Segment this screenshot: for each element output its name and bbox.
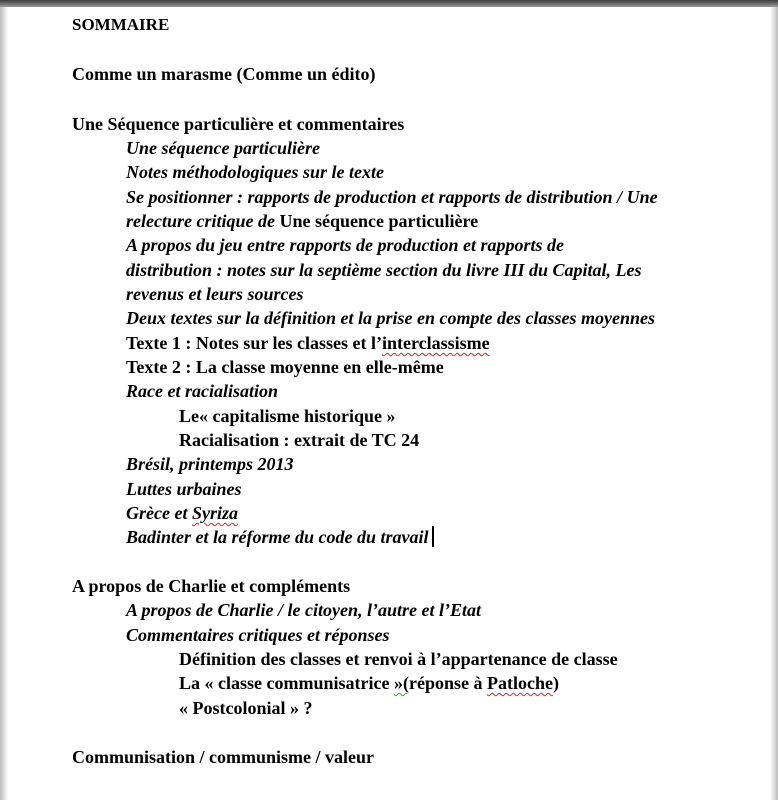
toc-subitem (179, 671, 559, 695)
toc-item: Texte 2 : La classe moyenne en elle-même (126, 357, 444, 377)
window-top-bar (0, 0, 778, 7)
toc-item: Race et racialisation (126, 381, 278, 401)
toc-subitem: « Postcolonial » ? (179, 698, 313, 718)
toc-item (126, 209, 478, 233)
toc-text: Texte 1 : Notes sur les classes et l’ (126, 333, 382, 353)
text-cursor (432, 526, 434, 547)
section-heading-communisation: Communisation / communisme / valeur (72, 747, 375, 767)
section-heading-marasme: Comme un marasme (Comme un édito) (72, 64, 376, 84)
toc-item: A propos de Charlie / le citoyen, l’autre et l’Etat (126, 600, 481, 620)
spelling-error-word[interactable]: interclassisme (381, 333, 490, 353)
toc-item (126, 525, 434, 549)
page-shadow-left (0, 7, 8, 800)
toc-item: distribution : notes sur la septième section du livre III du Capital, Les (126, 260, 642, 280)
toc-item: Une séquence particulière (126, 138, 320, 158)
toc-subitem: Le« capitalisme historique » (179, 406, 396, 426)
toc-item: Se positionner : rapports de production et rapports de distribution / Une (126, 187, 658, 207)
toc-subitem: Définition des classes et renvoi à l’appartenance de classe (179, 649, 618, 669)
toc-text: La « classe communisatrice (179, 673, 394, 693)
toc-text: réponse à (408, 673, 487, 693)
toc-item: Deux textes sur la définition et la prise en compte des classes moyennes (126, 308, 655, 328)
toc-item (126, 331, 490, 355)
toc-subitem: Racialisation : extrait de TC 24 (179, 430, 420, 450)
section-heading-charlie: A propos de Charlie et compléments (72, 576, 351, 596)
page-shadow-right (770, 7, 778, 800)
page-title: SOMMAIRE (72, 15, 170, 34)
toc-item-italic-part: relecture critique de (126, 211, 280, 231)
toc-text: ) (552, 673, 559, 693)
toc-text: Grèce et (126, 503, 192, 523)
toc-item: Luttes urbaines (126, 479, 242, 499)
spelling-error-word[interactable]: Patloche (486, 673, 553, 693)
spelling-error-word[interactable]: Syriza (191, 503, 238, 523)
section-heading-sequence: Une Séquence particulière et commentaires (72, 114, 405, 134)
toc-item-upright-part: Une séquence particulière (279, 211, 479, 231)
toc-item: Brésil, printemps 2013 (126, 454, 294, 474)
toc-item: A propos du jeu entre rapports de production et rapports de (126, 235, 565, 255)
toc-text: Badinter et la réforme du code du travail (126, 527, 429, 547)
toc-item: Notes méthodologiques sur le texte (126, 162, 384, 182)
grammar-warning[interactable]: »( (393, 673, 409, 693)
toc-item: revenus et leurs sources (126, 284, 304, 304)
toc-item (126, 501, 238, 525)
toc-item: Commentaires critiques et réponses (126, 625, 390, 645)
